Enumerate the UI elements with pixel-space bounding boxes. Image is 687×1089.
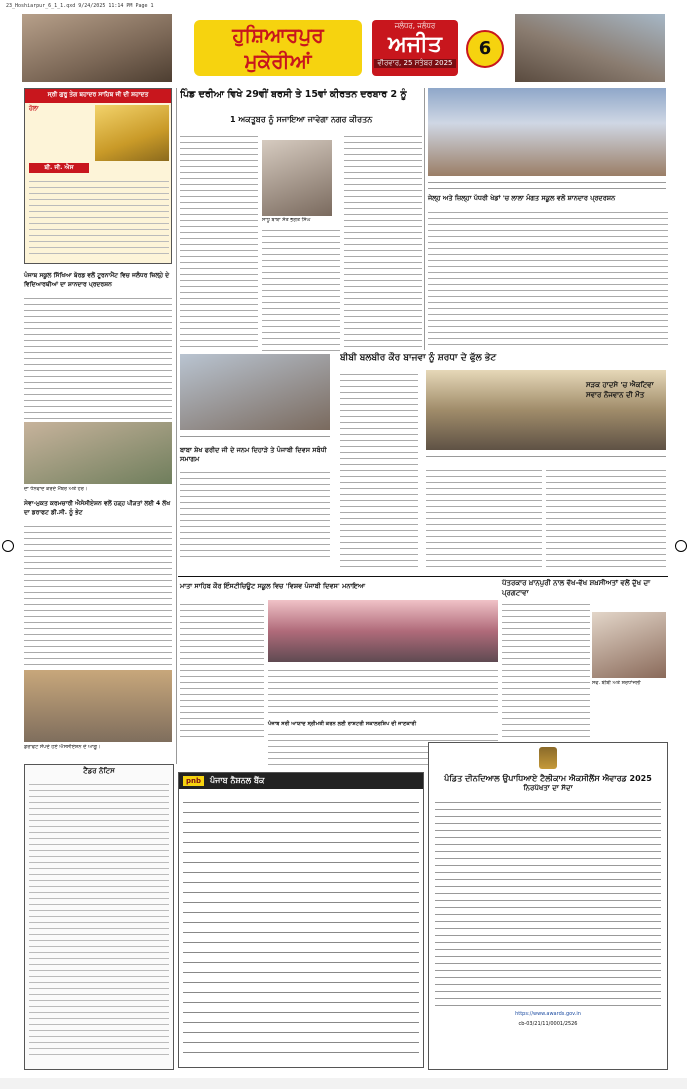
speaker-photo <box>180 354 330 430</box>
left-ad-header: ਸ੍ਰੀ ਗੁਰੂ ਤੇਗ ਬਹਾਦਰ ਸਾਹਿਬ ਜੀ ਦੀ ਸ਼ਹਾਦਤ <box>25 89 171 103</box>
brand-edition: ਜਲੰਧਰ, ਜਲੰਧਰ <box>394 22 436 30</box>
masthead-center <box>174 14 513 82</box>
lead-photo-caption: ਸਾਧੂ ਬਾਬਾ ਸੰਤ ਭਗਤ ਸਿੰਘ <box>262 217 311 223</box>
left-ad-badge: ਬੀ. ਜੀ. ਐਸ <box>29 163 89 173</box>
speaker-caption <box>180 432 330 442</box>
seva-text <box>24 522 172 668</box>
mata-photo <box>268 600 498 662</box>
school-group-caption <box>428 178 666 190</box>
lead-text-col1 <box>180 132 258 352</box>
school-photo <box>24 422 172 484</box>
seva-headline: ਸੇਵਾ-ਮੁਕਤ ਕਰਮਚਾਰੀ ਐਸੋਸੀਏਸ਼ਨ ਵਲੋਂ ਹੜ੍ਹ ਪੀੜਤਾਂ ਲਈ 4 ਲੱਖ ਦਾ ਡਰਾਫਟ ਡੀ.ਸੀ. ਨੂੰ ਭੇਟ <box>24 500 171 516</box>
school-headline: ਪੰਜਾਬ ਸਕੂਲ ਸਿੱਖਿਆ ਬੋਰਡ ਵਲੋਂ ਟੂਰਨਾਮੈਂਟ ਵਿਚ ਜਲੰਧਰ ਜ਼ਿਲ੍ਹੇ ਦੇ ਵਿਦਿਆਰਥੀਆਂ ਦਾ ਸ਼ਾਨਦਾਰ ਪ੍ਰਦਰਸ਼ਨ <box>24 272 170 288</box>
bibi-headline: ਬੀਬੀ ਬਲਬੀਰ ਕੌਰ ਬਾਜਵਾ ਨੂੰ ਸ਼ਰਧਾ ਦੇ ਫੁੱਲ ਭੇਟ <box>340 353 497 363</box>
patrkar-headline: ਪੱਤਰਕਾਰ ਖ਼ਾਨਪੁਰੀ ਨਾਲ ਵੱਖ-ਵੱਖ ਸ਼ਖ਼ਸੀਅਤਾਂ ਵਲੋਂ ਦੁੱਖ ਦਾ ਪ੍ਰਗਟਾਵਾ <box>502 579 651 597</box>
seva-photo <box>24 670 172 742</box>
farid-text <box>180 468 330 560</box>
lady-photo-caption: ਸਵ. ਬੀਬੀ ਅਤੇ ਸ਼ਰਧਾਂਜਲੀ <box>592 680 641 686</box>
lady-photo <box>592 612 666 678</box>
bank-table <box>183 793 419 1055</box>
jail-text <box>428 208 668 348</box>
farid-headline: ਬਾਬਾ ਸ਼ੇਖ ਫਰੀਦ ਜੀ ਦੇ ਜਨਮ ਦਿਹਾੜੇ ਤੇ ਪੰਜਾਬੀ ਦਿਵਸ ਸਬੰਧੀ ਸਮਾਗਮ <box>180 446 327 463</box>
registration-mark <box>675 540 687 552</box>
page-number: 6 <box>466 30 504 68</box>
column-divider <box>424 88 425 350</box>
award-footer: cb-03/21/11/0001/2526 <box>518 1021 578 1027</box>
masthead <box>22 14 665 82</box>
column-divider <box>176 88 177 764</box>
mata-headline: ਮਾਤਾ ਸਾਹਿਬ ਕੌਰ ਇੰਸਟੀਚਿਊਟ ਸਕੂਲ ਵਿਚ 'ਵਿਸ਼ਵ ਪੰਜਾਬੀ ਦਿਵਸ' ਮਨਾਇਆ <box>180 582 366 590</box>
mata-text2 <box>268 666 498 716</box>
brand-box <box>372 20 458 76</box>
sadak-headline: ਸੜਕ ਹਾਦਸੇ 'ਚ ਐਕਟਿਵਾ ਸਵਾਰ ਨੌਜਵਾਨ ਦੀ ਮੌਤ <box>586 381 654 399</box>
bank-logo-icon: pnb <box>183 776 204 786</box>
bank-header <box>179 773 423 789</box>
lead-headline: ਪਿੰਡ ਦਰੀਆ ਵਿਖੇ 29ਵੀਂ ਬਰਸੀ ਤੇ 15ਵਾਂ ਕੀਰਤਨ ਦਰਬਾਰ 2 ਨੂੰ <box>180 89 407 100</box>
award-body <box>435 797 661 1007</box>
brand-logo: ਅਜੀਤ <box>388 32 442 57</box>
left-ad-text <box>29 177 169 257</box>
bibi-text-col2 <box>426 466 542 570</box>
bibi-text-col3 <box>546 466 666 570</box>
lead-text-col2 <box>262 226 340 352</box>
bibi-text-col1 <box>340 370 418 570</box>
tender-body <box>29 780 169 1060</box>
jail-headline: ਜੇਲ੍ਹ ਅਤੇ ਜ਼ਿਲ੍ਹਾ ਪੱਧਰੀ ਖੇਡਾਂ 'ਚ ਲਾਲਾ ਮੰਗਤ ਸਕੂਲ ਵਲੋਂ ਸ਼ਾਨਦਾਰ ਪ੍ਰਦਰਸ਼ਨ <box>428 194 616 202</box>
seva-photo-caption: ਡਰਾਫਟ ਸੌਂਪਦੇ ਹੋਏ ਐਸੋਸੀਏਸ਼ਨ ਦੇ ਆਗੂ। <box>24 744 101 750</box>
masthead-photo-right <box>515 14 665 82</box>
bank-ad <box>178 772 424 1068</box>
file-info-strip: 23_Hoshiarpur_6_1_1.qxd 9/24/2025 11:14 PM Page 1 <box>6 3 154 9</box>
lead-text-col3 <box>344 132 422 352</box>
section-title-line1: ਹੁਸ਼ਿਆਰਪੁਰ <box>232 23 324 47</box>
award-url[interactable]: https://www.awards.gov.in <box>515 1011 581 1017</box>
award-title: ਪੰਡਿਤ ਦੀਨਦਿਆਲ ਉਪਾਧਿਆਏ ਟੈਲੀਕਾਮ ਐਕਸੀਲੈਂਸ ਐਵਾਰਡ 2025 <box>444 774 652 783</box>
school-group-photo <box>428 88 666 176</box>
bottom-strip <box>0 1078 687 1089</box>
punjab-line: ਪੰਜਾਬ ਸਰੀ ਆਯਾਦ ਸ੍ਰੀਮਤੀ ਕਰਨ ਲਈ ਰਾਸ਼ਟਰੀ ਸਕਾਲਰਸ਼ਿਪ ਦੀ ਜਾਣਕਾਰੀ <box>268 721 417 727</box>
issue-date: ਵੀਰਵਾਰ, 25 ਸਤੰਬਰ 2025 <box>374 59 456 68</box>
left-ad <box>24 88 172 264</box>
masthead-photo-left <box>22 14 172 82</box>
lead-photo <box>262 140 332 216</box>
school-photo-caption: ਦਾ ਧੰਨਵਾਦ ਕਰਦੇ ਮੈਂਬਰ ਅਤੇ ਹੋਰ। <box>24 486 88 492</box>
left-ad-photo <box>95 105 169 161</box>
section-divider <box>178 576 668 577</box>
tender-title: ਟੈਂਡਰ ਨੋਟਿਸ <box>83 767 115 775</box>
school-text <box>24 294 172 420</box>
emblem-icon <box>539 747 557 769</box>
lead-subhead: 1 ਅਕਤੂਬਰ ਨੂੰ ਸਜਾਇਆ ਜਾਵੇਗਾ ਨਗਰ ਕੀਰਤਨ <box>230 115 373 124</box>
registration-mark <box>2 540 14 552</box>
bank-name: ਪੰਜਾਬ ਨੈਸ਼ਨਲ ਬੈਂਕ <box>210 776 265 785</box>
section-title <box>194 20 362 76</box>
award-sub: ਨਿਰਪੱਖਤਾ ਦਾ ਸੱਦਾ <box>523 784 573 792</box>
mata-text <box>180 600 264 740</box>
bibi-caption <box>426 452 666 462</box>
section-title-line2: ਮੁਕੇਰੀਆਂ <box>244 49 312 73</box>
award-ad <box>428 742 668 1070</box>
left-ad-tag: ਹੋਲਾ <box>29 105 39 112</box>
tender-ad <box>24 764 174 1070</box>
